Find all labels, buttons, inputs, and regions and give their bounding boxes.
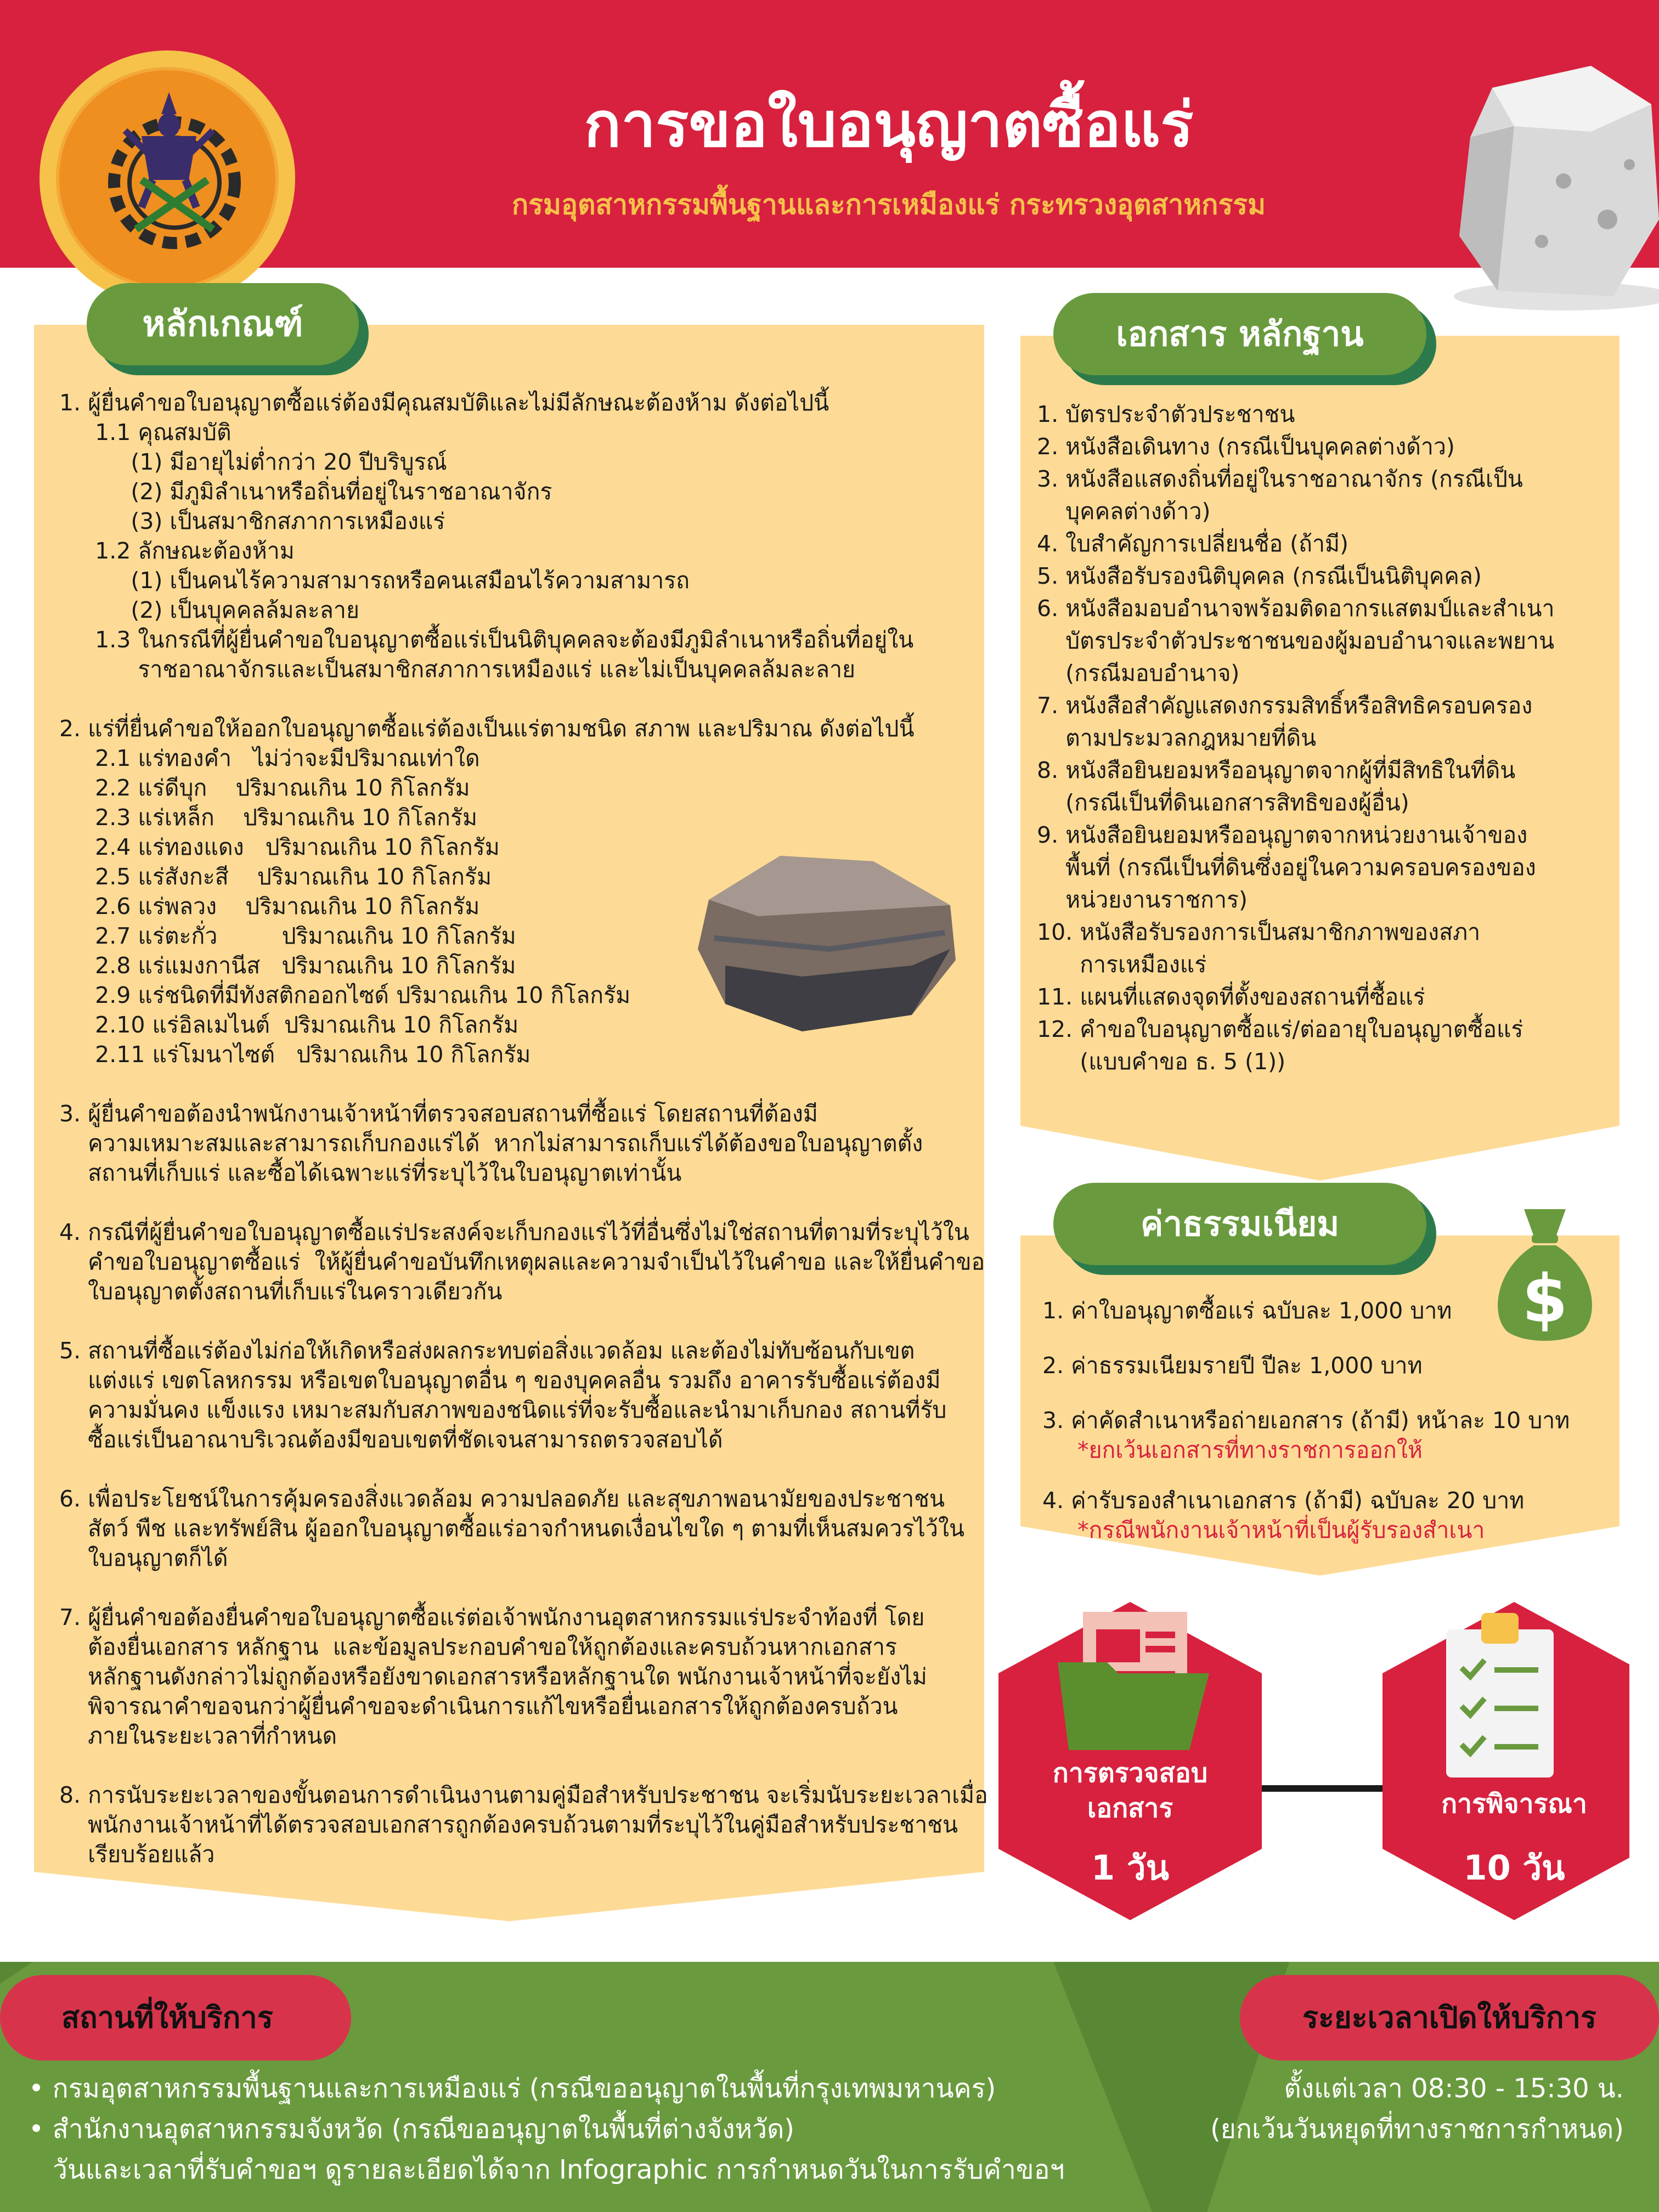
money-bag-icon	[1490, 1204, 1600, 1342]
list-line: 6. เพื่อประโยชน์ในการคุ้มครองสิ่งแวดล้อม ความปลอดภัย และสุขภาพอนามัยของประชาชน	[59, 1486, 945, 1512]
fee-note: *ยกเว้นเอกสารที่ทางราชการออกให้	[1077, 1437, 1423, 1463]
list-line: 1.1 คุณสมบัติ	[59, 419, 232, 445]
list-line: (3) เป็นสมาชิกสภาการเหมืองแร่	[59, 508, 445, 534]
hours-info	[1130, 2068, 1624, 2149]
list-line: (1) มีอายุไม่ต่ำกว่า 20 ปีบริบูรณ์	[59, 449, 447, 475]
documents-list	[1037, 398, 1613, 1078]
documents-heading-pill	[1053, 293, 1426, 375]
documents-heading: เอกสาร หลักฐาน	[1116, 314, 1364, 354]
location-item: • กรมอุตสาหกรรมพื้นฐานและการเหมืองแร่ (กรณีขออนุญาตในพื้นที่กรุงเทพมหานคร)	[29, 2073, 996, 2104]
list-line: 2.7 แร่ตะกั่ว ปริมาณเกิน 10 กิโลกรัม	[59, 923, 516, 949]
list-line: 1. บัตรประจำตัวประชาชน	[1037, 401, 1295, 427]
page-subtitle: กรมอุตสาหกรรมพื้นฐานและการเหมืองแร่ กระทรวงอุตสาหกรรม	[511, 189, 1266, 221]
list-line: ใบอนุญาตก็ได้	[59, 1545, 228, 1571]
hours-line1: ตั้งแต่เวลา 08:30 - 15:30 น.	[1284, 2073, 1624, 2104]
list-line: 2.1 แร่ทองคำ ไม่ว่าจะมีปริมาณเท่าใด	[59, 745, 480, 771]
hours-heading-pill	[1240, 1975, 1659, 2061]
list-line: 5. หนังสือรับรองนิติบุคคล (กรณีเป็นนิติบุคคล)	[1037, 563, 1482, 589]
step2-title: การพิจารณา	[1441, 1788, 1587, 1819]
fees-heading: ค่าธรรมเนียม	[1140, 1204, 1340, 1244]
list-line: 1.2 ลักษณะต้องห้าม	[59, 538, 295, 564]
list-line: (1) เป็นคนไร้ความสามารถหรือคนเสมือนไร้ความสามารถ	[59, 567, 690, 594]
white-rock-illustration	[1426, 55, 1659, 313]
list-line: ความเหมาะสมและสามารถเก็บกองแร่ได้ หากไม่สามารถเก็บแร่ได้ต้องขอใบอนุญาตตั้ง	[59, 1130, 923, 1156]
list-line: ใบอนุญาตตั้งสถานที่เก็บแร่ในคราวเดียวกัน	[59, 1278, 503, 1305]
step1-title-line1: การตรวจสอบ	[1052, 1758, 1208, 1788]
list-line: ซื้อแร่เป็นอาณาบริเวณต้องมีขอบเขตที่ชัดเจนสามารถตรวจสอบได้	[59, 1426, 723, 1453]
dollar-symbol: $	[1522, 1261, 1568, 1338]
list-line	[59, 1306, 970, 1336]
list-line: 8. หนังสือยินยอมหรืออนุญาตจากผู้ที่มีสิทธิในที่ดิน	[1037, 757, 1516, 783]
checklist-clipboard-icon	[1446, 1613, 1554, 1778]
list-line: พนักงานเจ้าหน้าที่ได้ตรวจสอบเอกสารถูกต้องครบถ้วนตามที่ระบุไว้ในคู่มือสำหรับประชาชน	[59, 1812, 958, 1838]
criteria-heading: หลักเกณฑ์	[142, 304, 303, 345]
list-line: พื้นที่ (กรณีเป็นที่ดินซึ่งอยู่ในความครอบครองของ	[1037, 854, 1536, 881]
list-line: หน่วยงานราชการ)	[1037, 887, 1248, 913]
list-line: 2. หนังสือเดินทาง (กรณีเป็นบุคคลต่างด้าว)	[1037, 433, 1455, 460]
list-line	[59, 1751, 970, 1780]
location-heading-pill	[0, 1975, 351, 2061]
list-line: 2.5 แร่สังกะสี ปริมาณเกิน 10 กิโลกรัม	[59, 864, 492, 890]
criteria-list	[59, 388, 988, 1869]
criteria-heading-pill	[87, 283, 359, 365]
list-line: 7. ผู้ยื่นคำขอต้องยื่นคำขอใบอนุญาตซื้อแร่ต่อเจ้าพนักงานอุตสาหกรรมแร่ประจำท้องที่ โดย	[59, 1604, 925, 1630]
location-item: • สำนักงานอุตสาหกรรมจังหวัด (กรณีขออนุญาตในพื้นที่ต่างจังหวัด)	[29, 2114, 795, 2145]
list-line: สถานที่เก็บแร่ และซื้อได้เฉพาะแร่ที่ระบุไว้ในใบอนุญาตเท่านั้น	[59, 1160, 682, 1186]
step2-days: 10 วัน	[1463, 1848, 1565, 1888]
hours-heading: ระยะเวลาเปิดให้บริการ	[1302, 2000, 1596, 2035]
list-line: 2. แร่ที่ยื่นคำขอให้ออกใบอนุญาตซื้อแร่ต้องเป็นแร่ตามชนิด สภาพ และปริมาณ ดังต่อไปนี้	[59, 715, 915, 742]
folder-document-icon	[1058, 1607, 1209, 1750]
list-line: แต่งแร่ เขตโลหกรรม หรือเขตใบอนุญาตอื่น ๆ ของบุคคลอื่น รวมถึง อาคารรับซื้อแร่ต้องมี	[59, 1367, 941, 1393]
fee-item	[1042, 1486, 1613, 1566]
list-line: พิจารณาคำขอจนกว่าผู้ยื่นคำขอจะดำเนินการแก้ไขหรือยื่นเอกสารให้ถูกต้องครบถ้วน	[59, 1693, 898, 1719]
list-line: 2.8 แร่แมงกานีส ปริมาณเกิน 10 กิโลกรัม	[59, 952, 516, 979]
fee-text: 4. ค่ารับรองสำเนาเอกสาร (ถ้ามี) ฉบับละ 20 บาท	[1042, 1487, 1525, 1514]
list-line: บุคคลต่างด้าว)	[1037, 498, 1211, 524]
page-title: การขอใบอนุญาตซื้อแร่	[584, 89, 1194, 161]
fee-item	[1042, 1406, 1613, 1486]
list-line: 8. การนับระยะเวลาของขั้นตอนการดำเนินงานตามคู่มือสำหรับประชาชน จะเริ่มนับระยะเวลาเมื่อ	[59, 1782, 988, 1808]
list-line: ราชอาณาจักรและเป็นสมาชิกสภาการเหมืองแร่ และไม่เป็นบุคคลล้มละลาย	[59, 656, 856, 682]
list-line: หลักฐานดังกล่าวไม่ถูกต้องหรือยังขาดเอกสารหรือหลักฐานใด พนักงานเจ้าหน้าที่จะยังไม่	[59, 1663, 927, 1690]
list-line: การเหมืองแร่	[1037, 951, 1207, 978]
list-line	[59, 1188, 970, 1217]
list-line: 7. หนังสือสำคัญแสดงกรรมสิทธิ์หรือสิทธิครอบครอง	[1037, 692, 1533, 719]
location-list	[29, 2068, 1126, 2190]
list-line: 4. ใบสำคัญการเปลี่ยนชื่อ (ถ้ามี)	[1037, 531, 1349, 557]
list-line: 6. หนังสือมอบอำนาจพร้อมติดอากรแสตมป์และสำเนา	[1037, 595, 1555, 622]
list-line: 2.11 แร่โมนาไซต์ ปริมาณเกิน 10 กิโลกรัม	[59, 1041, 531, 1068]
brown-ore-illustration	[692, 839, 961, 1037]
list-line: 9. หนังสือยินยอมหรืออนุญาตจากหน่วยงานเจ้าของ	[1037, 822, 1528, 848]
location-heading: สถานที่ให้บริการ	[61, 2000, 273, 2035]
list-line: 10. หนังสือรับรองการเป็นสมาชิกภาพของสภา	[1037, 919, 1481, 945]
fee-text: 3. ค่าคัดสำเนาหรือถ่ายเอกสาร (ถ้ามี) หน้าละ 10 บาท	[1042, 1407, 1570, 1434]
fee-note: *กรณีพนักงานเจ้าหน้าที่เป็นผู้รับรองสำเนา	[1077, 1517, 1485, 1543]
step1-title-line2: เอกสาร	[1087, 1793, 1173, 1824]
list-line	[59, 1069, 970, 1099]
list-line: บัตรประจำตัวประชาชนของผู้มอบอำนาจและพยาน	[1037, 628, 1555, 654]
list-line: สัตว์ พืช และทรัพย์สิน ผู้ออกใบอนุญาตซื้อแร่อาจกำหนดเงื่อนไขใด ๆ ตามที่เห็นสมควรไว้ใน	[59, 1515, 964, 1542]
list-line: 2.3 แร่เหล็ก ปริมาณเกิน 10 กิโลกรัม	[59, 804, 478, 831]
fee-text: 2. ค่าธรรมเนียมรายปี ปีละ 1,000 บาท	[1042, 1352, 1423, 1379]
list-line: (แบบคำขอ ธ. 5 (1))	[1037, 1048, 1286, 1075]
logo-emblem	[56, 67, 279, 290]
list-line: 2.9 แร่ชนิดที่มีทังสติกออกไซด์ ปริมาณเกิน 10 กิโลกรัม	[59, 982, 631, 1008]
list-line: ตามประมวลกฎหมายที่ดิน	[1037, 725, 1317, 751]
step1-days: 1 วัน	[1091, 1848, 1169, 1888]
list-line: 2.4 แร่ทองแดง ปริมาณเกิน 10 กิโลกรัม	[59, 834, 500, 860]
location-note: วันและเวลาที่รับคำขอฯ ดูรายละเอียดได้จาก Infographic การกำหนดวันในการรับคำขอฯ	[53, 2154, 1065, 2185]
list-line: 5. สถานที่ซื้อแร่ต้องไม่ก่อให้เกิดหรือส่งผลกระทบต่อสิ่งแวดล้อม และต้องไม่ทับซ้อนกับเขต	[59, 1338, 915, 1364]
fees-heading-pill	[1053, 1183, 1426, 1265]
list-line: 3. หนังสือแสดงถิ่นที่อยู่ในราชอาณาจักร (กรณีเป็น	[1037, 466, 1523, 492]
fee-text: 1. ค่าใบอนุญาตซื้อแร่ ฉบับละ 1,000 บาท	[1042, 1297, 1452, 1324]
location-2: สำนักงานอุตสาหกรรมจังหวัด (กรณีขออนุญาตในพื้นที่ต่างจังหวัด)	[52, 2114, 795, 2145]
list-line: (กรณีเป็นที่ดินเอกสารสิทธิของผู้อื่น)	[1037, 789, 1409, 816]
list-line: คำขอใบอนุญาตซื้อแร่ ให้ผู้ยื่นคำขอบันทึกเหตุผลและความจำเป็นไว้ในคำขอ และให้ยื่นคำขอ	[59, 1249, 985, 1275]
list-line: 2.2 แร่ดีบุก ปริมาณเกิน 10 กิโลกรัม	[59, 775, 470, 801]
list-line	[59, 1454, 970, 1484]
list-line: 12. คำขอใบอนุญาตซื้อแร่/ต่ออายุใบอนุญาตซื้อแร่	[1037, 1016, 1523, 1042]
list-line: 1. ผู้ยื่นคำขอใบอนุญาตซื้อแร่ต้องมีคุณสมบัติและไม่มีลักษณะต้องห้าม ดังต่อไปนี้	[59, 390, 830, 416]
list-line: 4. กรณีที่ผู้ยื่นคำขอใบอนุญาตซื้อแร่ประสงค์จะเก็บกองแร่ไว้ที่อื่นซึ่งไม่ใช่สถานที่ตามที่ระบุไว้ใน	[59, 1219, 969, 1245]
list-line	[59, 1573, 970, 1602]
list-line: (2) มีภูมิลำเนาหรือถิ่นที่อยู่ในราชอาณาจักร	[59, 478, 552, 505]
list-line	[59, 684, 970, 714]
list-line: 2.10 แร่อิลเมไนต์ ปริมาณเกิน 10 กิโลกรัม	[59, 1012, 519, 1038]
list-line: เรียบร้อยแล้ว	[59, 1841, 215, 1867]
fee-item	[1042, 1351, 1613, 1406]
list-line: ภายในระยะเวลาที่กำหนด	[59, 1723, 337, 1749]
list-line: 1.3 ในกรณีที่ผู้ยื่นคำขอใบอนุญาตซื้อแร่เป็นนิติบุคคลจะต้องมีภูมิลำเนาหรือถิ่นที่อยู่ใน	[59, 627, 914, 653]
list-line: 2.6 แร่พลวง ปริมาณเกิน 10 กิโลกรัม	[59, 893, 480, 919]
list-line: 11. แผนที่แสดงจุดที่ตั้งของสถานที่ซื้อแร่	[1037, 984, 1425, 1010]
list-line: (2) เป็นบุคคลล้มละลาย	[59, 597, 359, 623]
hours-line2: (ยกเว้นวันหยุดที่ทางราชการกำหนด)	[1210, 2114, 1624, 2145]
list-line: 3. ผู้ยื่นคำขอต้องนำพนักงานเจ้าหน้าที่ตรวจสอบสถานที่ซื้อแร่ โดยสถานที่ต้องมี	[59, 1101, 818, 1127]
step1-title	[998, 1756, 1262, 1826]
list-line: ความมั่นคง แข็งแรง เหมาะสมกับสภาพของชนิดแร่ที่จะรับซื้อและนำมาเก็บกอง สถานที่รับ	[59, 1397, 947, 1423]
location-1: กรมอุตสาหกรรมพื้นฐานและการเหมืองแร่ (กรณีขออนุญาตในพื้นที่กรุงเทพมหานคร)	[52, 2073, 996, 2104]
list-line: (กรณีมอบอำนาจ)	[1037, 660, 1240, 686]
list-line: ต้องยื่นเอกสาร หลักฐาน และข้อมูลประกอบคำขอให้ถูกต้องและครบถ้วนหากเอกสาร	[59, 1634, 898, 1660]
